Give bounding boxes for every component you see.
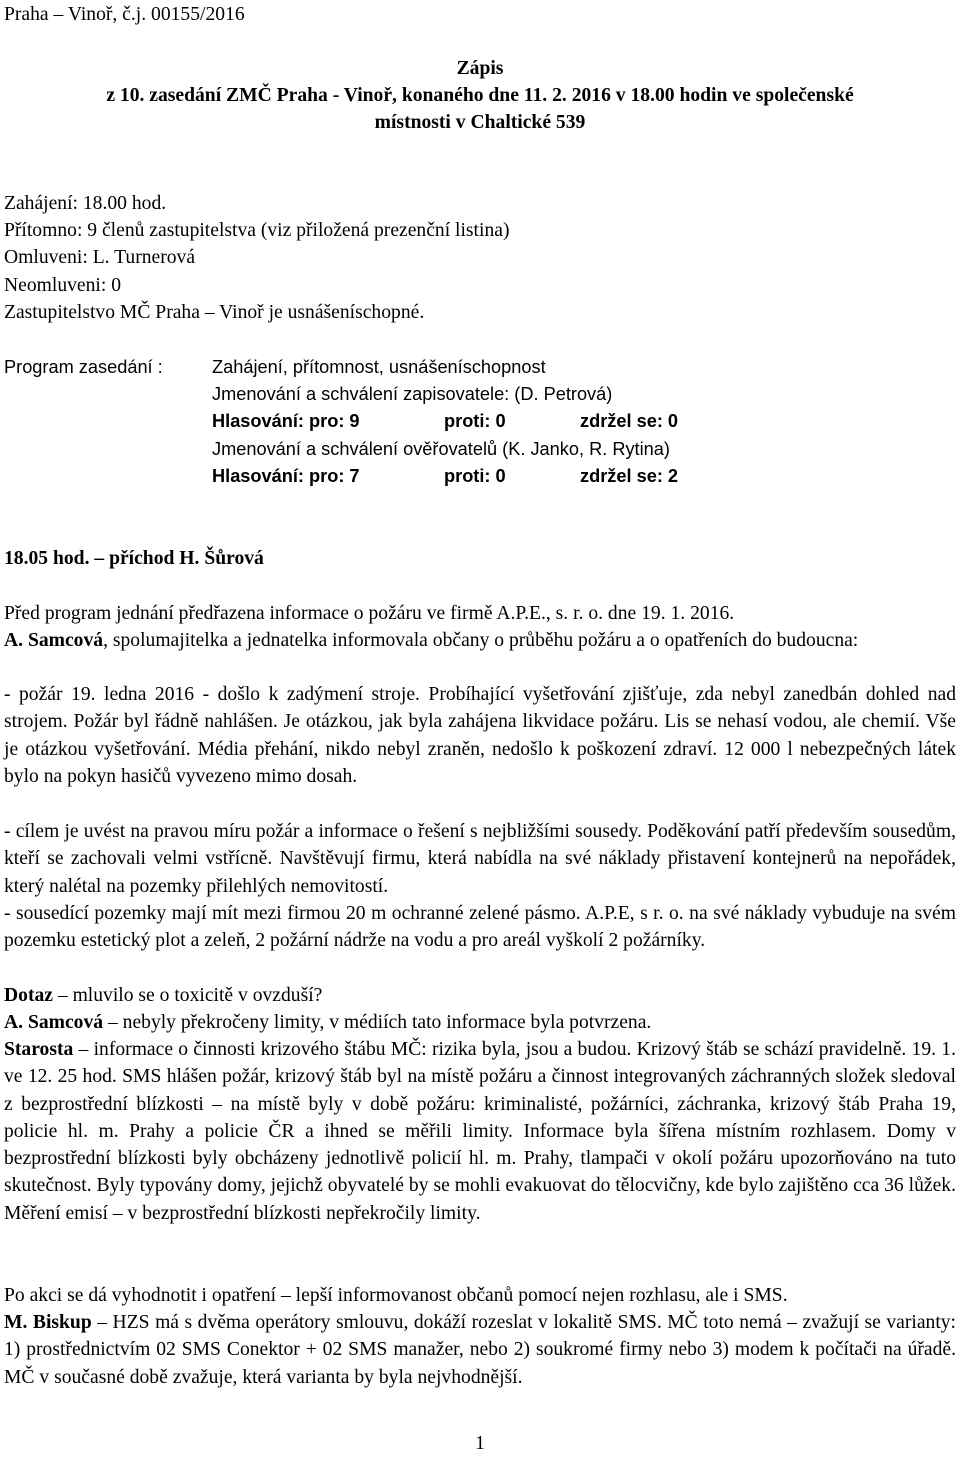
paragraph-answer bbox=[4, 1009, 651, 1036]
paragraph-mayor bbox=[4, 1036, 956, 1227]
paragraph-protective-zone: - sousedící pozemky mají mít mezi firmou 20 m ochranné zelené pásmo. A.P.E, s r. o. na své náklady vybuduje na svém pozemku estetický plot a zeleň, 2 požární nádrže na vodu a pro areál vyškolí 2 požárníky. bbox=[4, 903, 956, 952]
present-members: Přítomno: 9 členů zastupitelstva (viz přiložená prezenční listina) bbox=[4, 220, 510, 241]
speaker-name: M. Biskup bbox=[4, 1312, 92, 1333]
paragraph-evaluation: Po akci se dá vyhodnotit i opatření – lepší informovanost občanů pomocí nejen rozhlasu, ale i SMS. bbox=[4, 1285, 788, 1306]
start-time: Zahájení: 18.00 hod. bbox=[4, 193, 167, 214]
document-title: Zápis bbox=[456, 58, 504, 79]
paragraph-text: – nebyly překročeny limity, v médiích tato informace byla potvrzena. bbox=[103, 1012, 652, 1033]
paragraph-fire-details: - požár 19. ledna 2016 - došlo k zadýmení stroje. Probíhající vyšetřování zjišťuje, zda nebyl zanedbán dohled nad strojem. Požár byl řádně nahlášen. Je otázkou, jak byla zahájena likvidace požáru. Lis se nehasí vodou, ale chemií. Vše je otázkou vyšetřování. Média přehání, nikdo nebyl zraněn, nedošlo k poškození zdraví. 12 000 l nebezpečných látek bylo na pokyn hasičů vyvezeno mimo dosah. bbox=[4, 684, 956, 787]
paragraph-intro: Před program jednání předřazena informace o požáru ve firmě A.P.E., s. r. o. dne 19. 1. 2016. bbox=[4, 603, 735, 624]
paragraph-text: – mluvilo se o toxicitě v ovzduší? bbox=[52, 985, 323, 1006]
paragraph-question bbox=[4, 982, 322, 1009]
paragraph-biskup bbox=[4, 1309, 956, 1391]
meeting-title-line1: z 10. zasedání ZMČ Praha - Vinoř, konaného dne 11. 2. 2016 v 18.00 hodin ve společenské bbox=[106, 85, 854, 106]
vote-proti: proti: 0 bbox=[444, 466, 506, 486]
speaker-name: A. Samcová bbox=[4, 630, 104, 651]
vote-pro: Hlasování: pro: 7 bbox=[212, 466, 360, 486]
unexcused-members: Neomluveni: 0 bbox=[4, 275, 121, 296]
vote-pro: Hlasování: pro: 9 bbox=[212, 411, 360, 431]
program-item-opening: Zahájení, přítomnost, usnášeníschopnost bbox=[212, 357, 546, 377]
vote-zdrzel: zdržel se: 0 bbox=[580, 411, 679, 431]
speaker-name: Dotaz bbox=[4, 985, 53, 1006]
vote-proti: proti: 0 bbox=[444, 411, 506, 431]
page-number: 1 bbox=[475, 1433, 485, 1454]
arrival-note: 18.05 hod. – příchod H. Šůrová bbox=[4, 548, 264, 569]
vote-zdrzel: zdržel se: 2 bbox=[580, 466, 679, 486]
program-item-recorder: Jmenování a schválení zapisovatele: (D. Petrová) bbox=[212, 384, 613, 404]
paragraph-text: – informace o činnosti krizového štábu MČ: rizika byla, jsou a budou. Krizový štáb se schází pravidelně. 19. 1. ve 12. 25 hod. SMS hlášen požár, krizový štáb byl na místě požáru a činnost integrovaných záchranných složek sledoval z bezprostřední blízkosti – na místě byly v době požáru: kriminalisté, požárníci, záchranka, krizový štáb Praha 19, policie hl. m. Prahy a policie ČR a ihned se měřili limity. Informace byla šířena místním rozhlasem. Domy v bezprostřední blízkosti byly obcházeny jednotlivě policií hl. m. Prahy, tlampači v okolí požáru upozorňováno na tuto skutečnost. Byly typovány domy, jejichž obyvatelé by se mohli evakuovat do tělocvičny, kde bylo zajištěno cca 36 lůžek. Měření emisí – v bezprostřední blízkosti nepřekročily limity. bbox=[4, 1039, 956, 1224]
speaker-name: Starosta bbox=[4, 1039, 74, 1060]
paragraph-neighbours: - cílem je uvést na pravou míru požár a informace o řešení s nejbližšími sousedy. Poděkování patří především sousedům, kteří se zachovali velmi vstřícně. Navštěvují firmu, která nabídla na své náklady přistavení kontejnerů na nepořádek, který nalétal na pozemky přilehlých nemovitostí. bbox=[4, 821, 956, 897]
paragraph-samcova bbox=[4, 627, 956, 654]
paragraph-text: – HZS má s dvěma operátory smlouvu, dokáží rozeslat v lokalitě SMS. MČ toto nemá – zvažují se varianty: 1) prostřednictvím 02 SMS Conektor + 02 SMS manažer, nebo 2) soukromé firmy nebo 3) modem k počítači na úřadě. MČ v současné době zvažuje, která varianta by byla nejvhodnější. bbox=[4, 1312, 956, 1388]
meeting-title-line2: místnosti v Chaltické 539 bbox=[374, 112, 586, 133]
paragraph-text: , spolumajitelka a jednatelka informovala občany o průběhu požáru a o opatřeních do budoucna: bbox=[103, 630, 859, 651]
program-label: Program zasedání : bbox=[4, 357, 163, 377]
quorum-statement: Zastupitelstvo MČ Praha – Vinoř je usnášeníschopné. bbox=[4, 302, 425, 323]
excused-members: Omluveni: L. Turnerová bbox=[4, 247, 196, 268]
program-item-verifiers: Jmenování a schválení ověřovatelů (K. Janko, R. Rytina) bbox=[212, 439, 670, 459]
speaker-name: A. Samcová bbox=[4, 1012, 104, 1033]
document-reference: Praha – Vinoř, č.j. 00155/2016 bbox=[4, 4, 245, 25]
